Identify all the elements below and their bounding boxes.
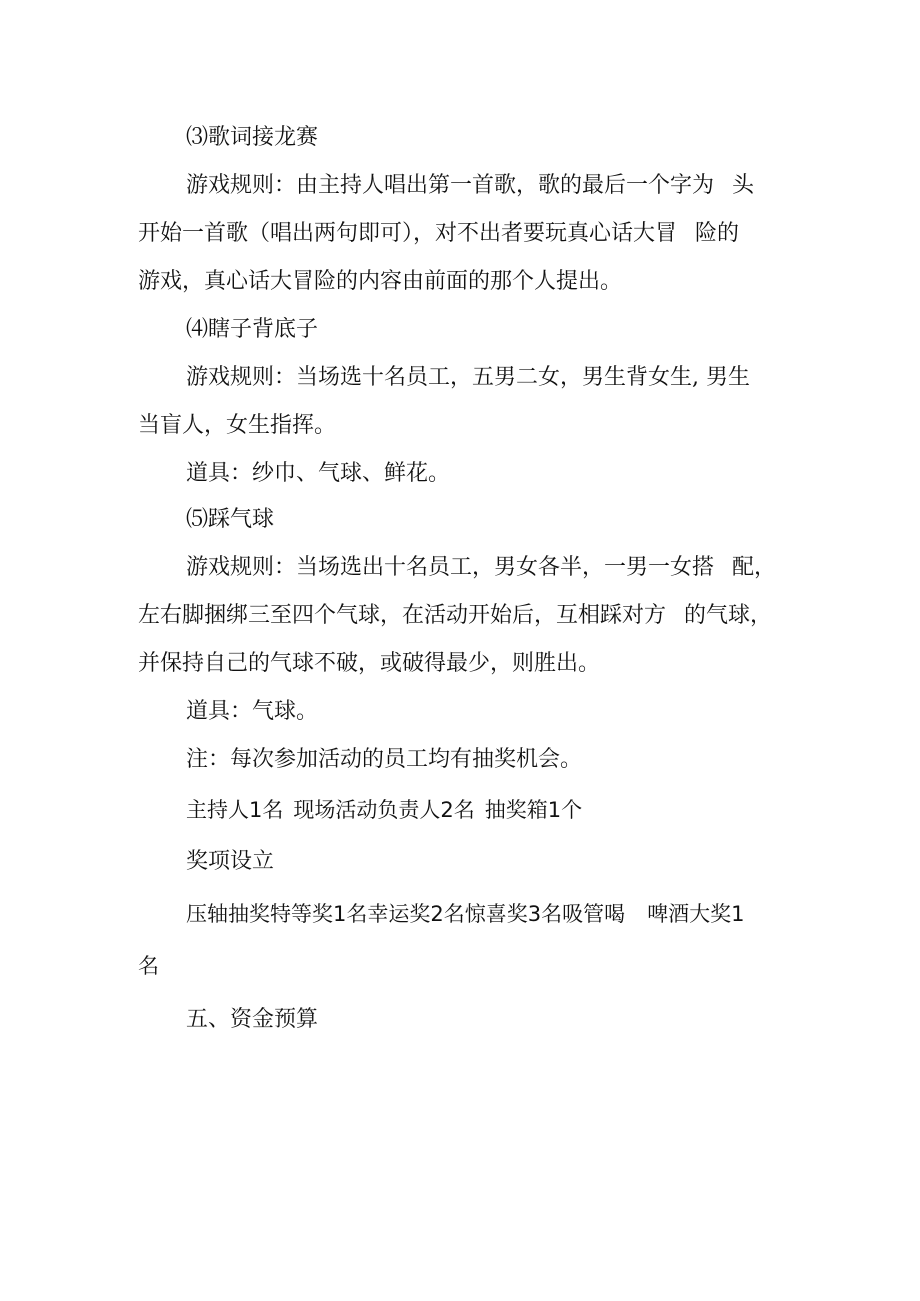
game5-rule-line-3: 并保持自己的气球不破，或破得最少，则胜出。 <box>138 651 601 676</box>
game5-rule-text-2: 配， <box>732 555 777 580</box>
game4-props: 道具：纱巾、气球、鲜花。 <box>186 461 451 486</box>
game5-rule-text-3: 左右脚捆绑三至四个气球，在活动开始后，互相踩对方 <box>138 603 667 628</box>
game3-rule-text-1: 游戏规则：由主持人唱出第一首歌，歌的最后一个字为 <box>186 173 715 198</box>
prize-line-1 <box>186 894 920 934</box>
game5-props: 道具：气球。 <box>186 699 319 724</box>
prize-text-1: 压轴抽奖特等奖1名幸运奖2名惊喜奖3名吸管喝 <box>186 902 626 926</box>
staff-manager: 现场活动负责人2名 <box>293 798 475 822</box>
game3-heading: ⑶歌词接龙赛 <box>186 125 319 150</box>
game4-rule-line-1: 游戏规则：当场选十名员工，五男二女，男生背女生, 男生 <box>186 365 750 390</box>
prize-line-2: 名 <box>138 954 159 978</box>
budget-heading: 五、资金预算 <box>186 1007 319 1032</box>
game3-rule-line-1 <box>186 166 920 206</box>
game5-rule-line-2 <box>138 596 920 636</box>
game4-heading: ⑷瞎子背底子 <box>186 317 319 342</box>
game3-rule-text-4: 险的 <box>695 221 740 246</box>
game5-rule-text-4: 的气球， <box>684 603 773 628</box>
game3-rule-line-2 <box>138 214 920 254</box>
game5-heading: ⑸踩气球 <box>186 507 275 532</box>
staff-line <box>186 790 920 830</box>
game3-rule-line-3: 游戏，真心话大冒险的内容由前面的那个人提出。 <box>138 269 623 294</box>
staff-host: 主持人1名 <box>186 798 284 822</box>
prize-text-2: 啤酒大奖1 <box>647 902 745 926</box>
game4-rule-line-2: 当盲人，女生指挥。 <box>138 413 337 438</box>
note: 注：每次参加活动的员工均有抽奖机会。 <box>186 747 583 772</box>
game5-rule-text-1: 游戏规则：当场选出十名员工，男女各半，一男一女搭 <box>186 555 715 580</box>
game3-rule-text-3: 开始一首歌（唱出两句即可），对不出者要玩真心话大冒 <box>138 221 678 246</box>
game5-rule-line-1 <box>186 548 920 588</box>
staff-box: 抽奖箱1个 <box>484 798 583 822</box>
game3-rule-text-2: 头 <box>732 173 755 198</box>
prize-heading: 奖项设立 <box>186 849 275 874</box>
